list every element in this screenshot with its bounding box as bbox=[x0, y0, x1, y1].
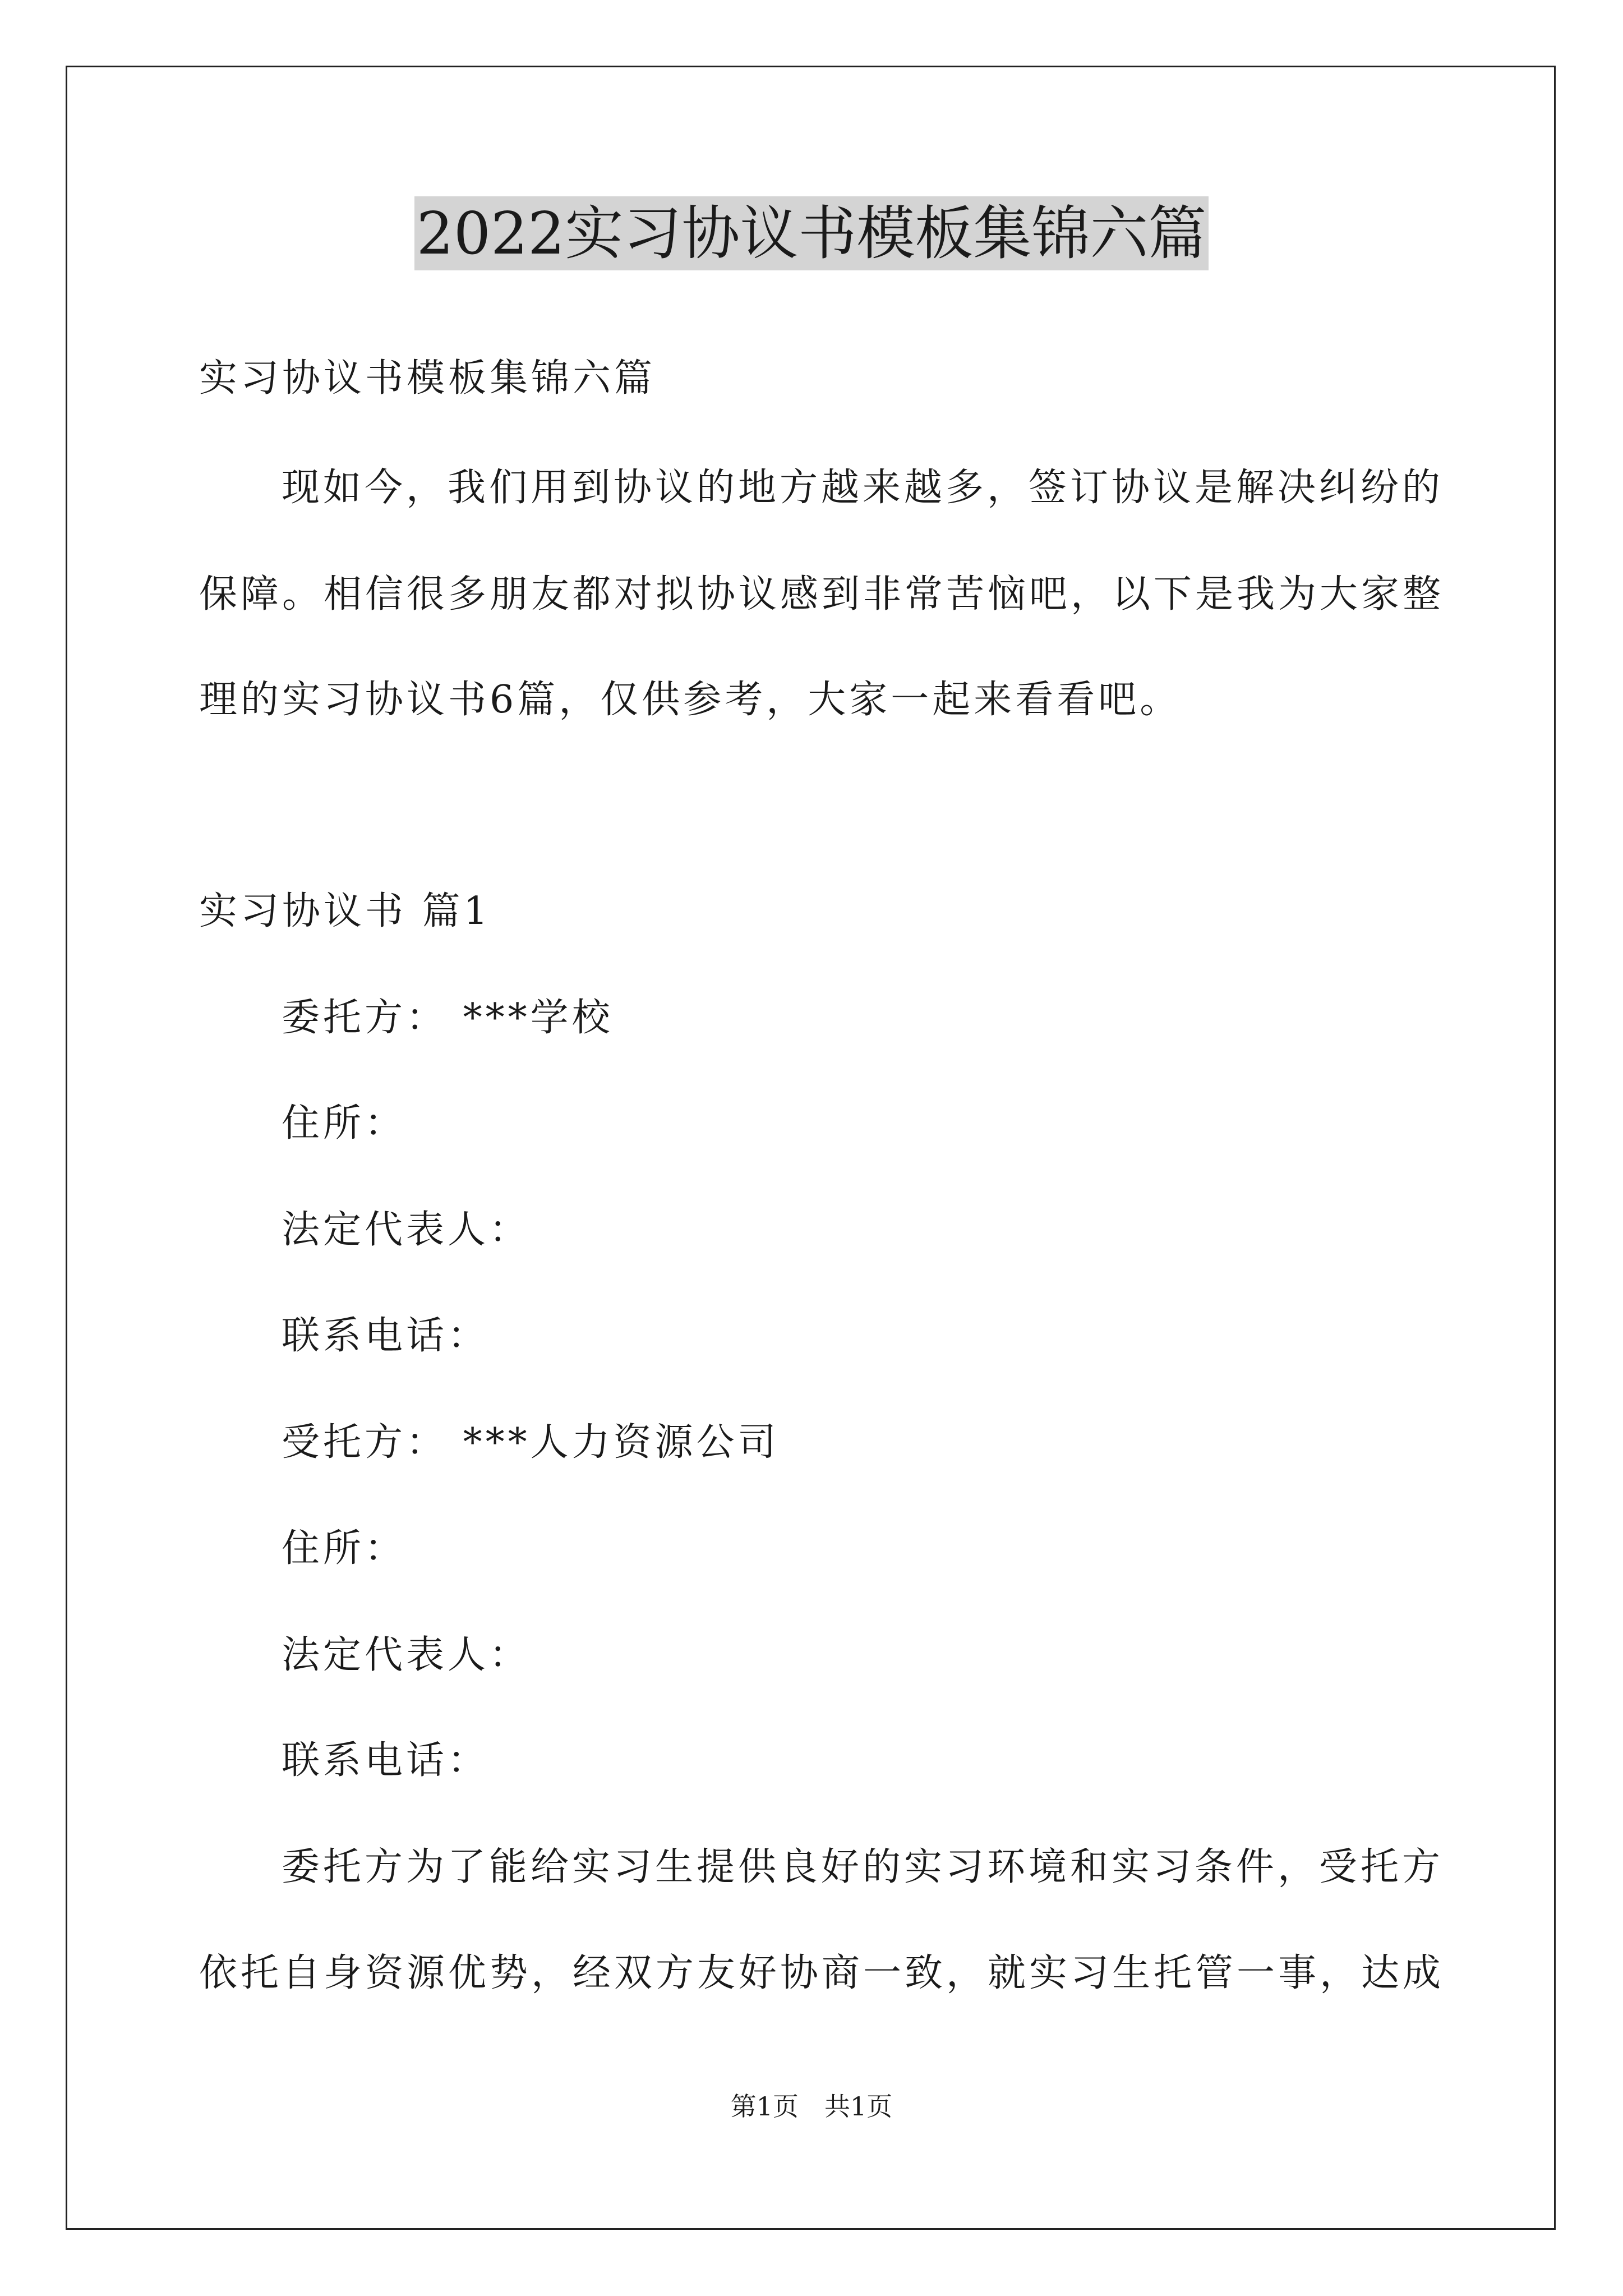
trustee-legal-rep-line: 法定代表人： bbox=[282, 1633, 531, 1677]
intro-paragraph-line-2: 保障。相信很多朋友都对拟协议感到非常苦恼吧，以下是我为大家整 bbox=[199, 572, 1445, 616]
client-legal-rep-line: 法定代表人： bbox=[282, 1208, 531, 1252]
intro-paragraph-line-1: 现如今，我们用到协议的地方越来越多，签订协议是解决纠纷的 bbox=[282, 466, 1444, 510]
client-party-line: 委托方： ***学校 bbox=[282, 996, 614, 1040]
intro-paragraph-line-3: 理的实习协议书6篇，仅供参考，大家一起来看看吧。 bbox=[199, 678, 1182, 722]
trustee-phone-line: 联系电话： bbox=[282, 1738, 490, 1783]
section-heading: 实习协议书 篇1 bbox=[199, 889, 491, 933]
body-paragraph-line-1: 委托方为了能给实习生提供良好的实习环境和实习条件，受托方 bbox=[282, 1845, 1444, 1889]
subtitle-line: 实习协议书模板集锦六篇 bbox=[199, 356, 656, 401]
page-footer: 第1页 共1页 bbox=[730, 2091, 893, 2122]
trustee-party-line: 受托方： ***人力资源公司 bbox=[282, 1420, 780, 1465]
body-paragraph-line-2: 依托自身资源优势，经双方友好协商一致，就实习生托管一事，达成 bbox=[199, 1951, 1445, 1995]
document-title: 2022实习协议书模板集锦六篇 bbox=[414, 196, 1209, 270]
title-container bbox=[0, 196, 1623, 270]
client-phone-line: 联系电话： bbox=[282, 1314, 490, 1358]
client-address-line: 住所： bbox=[282, 1101, 407, 1145]
trustee-address-line: 住所： bbox=[282, 1526, 407, 1571]
